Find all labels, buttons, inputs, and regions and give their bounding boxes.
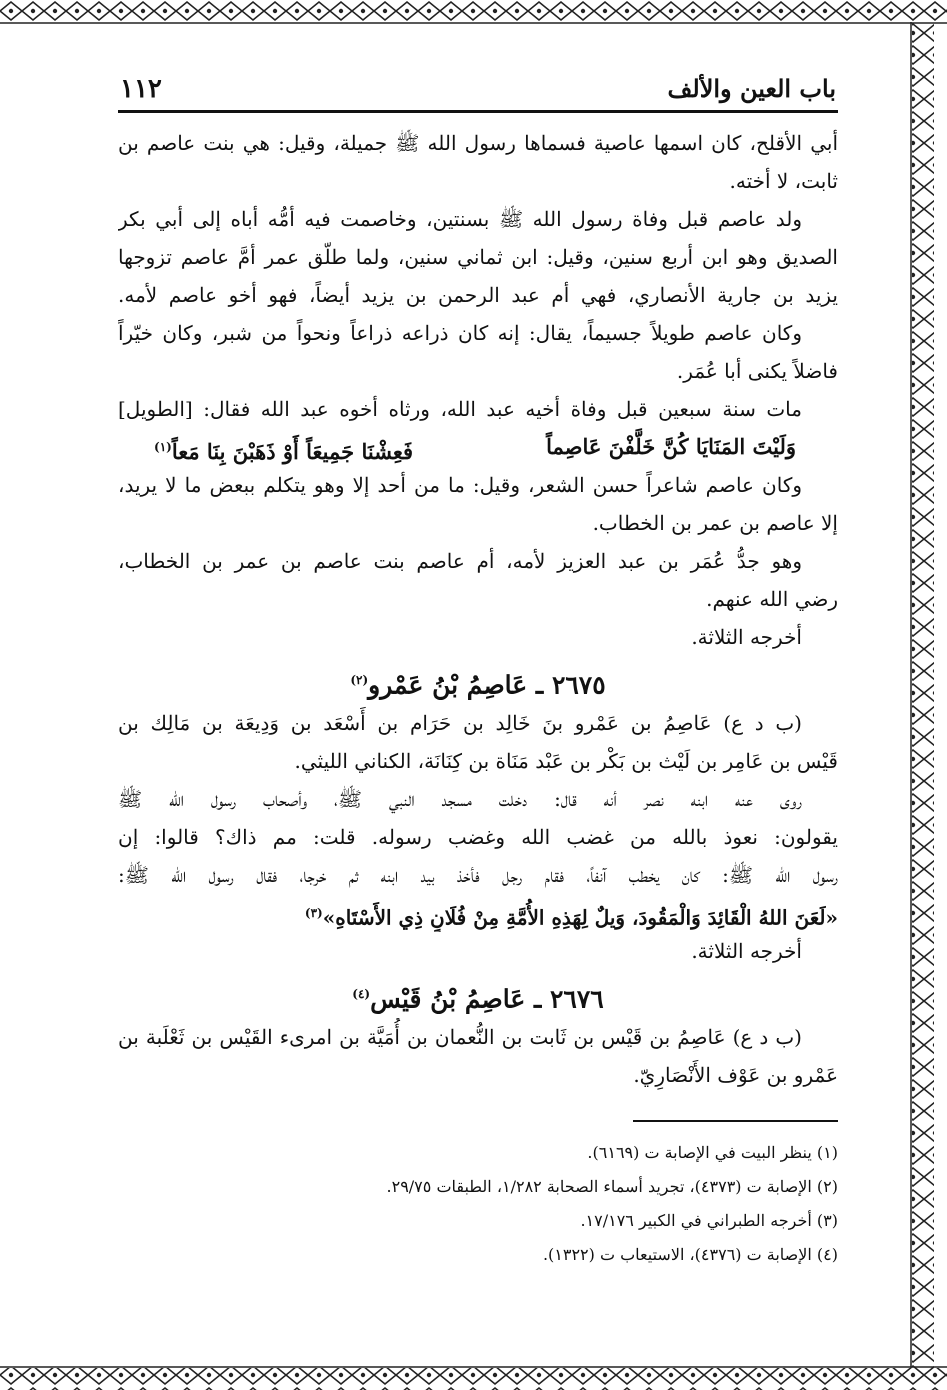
page-body [118, 124, 838, 1272]
text-line: عَمْرو بن عَوْف الأَنْصَارِيّ. [633, 1063, 838, 1087]
page-header [118, 74, 838, 113]
text-line: يزيد بن جارية الأنصاري، فهي أم عبد الرحمن بن يزيد أيضاً، فهو أخو عاصم لأمه. [118, 283, 838, 307]
text-line: رسول الله ﷺ: كان يخطب آنفاً، فقام رجل فأخذ بيد ابنه ثم خرجا، فقال رسول الله ﷺ: [118, 863, 838, 887]
text-line: يقولون: نعوذ بالله من غضب الله وغضب رسوله. قلت: مم ذاك؟ قالوا: إن [118, 825, 838, 849]
text-line: ولد عاصم قبل وفاة رسول الله ﷺ بسنتين، وخاصمت فيه أمُّه أباه إلى أبي بكر [118, 207, 802, 231]
chapter-title: باب العين والألف [667, 74, 836, 103]
footnote: (٢) الإصابة ت (٤٣٧٣)، تجريد أسماء الصحابة ١/٢٨٢، الطبقات ٢٩/٧٥. [386, 1177, 838, 1196]
entry-heading: ٢٦٧٥ ـ عَاصِمُ بْنُ عَمْرو$^{(٢)}$ [350, 670, 606, 700]
text-line: أخرجه الثلاثة. [691, 625, 802, 649]
text-line: إلا عاصم بن عمر بن الخطاب. [592, 511, 838, 535]
hadith-quote: «لَعَنَ اللهُ الْقَائِدَ وَالْمَقُودَ، وَيلٌ لِهَذِهِ الأُمَّةِ مِنْ فُلَانٍ ذِي الأَسْتَاهِ»$^{(٣)}$ [304, 905, 838, 930]
entry-heading: ٢٦٧٦ ـ عَاصِمُ بْنُ قَيْس$^{(٤)}$ [352, 984, 604, 1014]
footnote-ref: (١) [154, 440, 172, 454]
text-line: فاضلاً يكنى أبا عُمَر. [676, 359, 838, 383]
text-line: الصديق وهو ابن أربع سنين، وقيل: ابن ثماني سنين، ولما طلّق عمر أمَّ عاصم تزوجها [118, 245, 838, 269]
footnote: (٣) أخرجه الطبراني في الكبير ١٧/١٧٦. [580, 1211, 838, 1230]
footnote: (١) ينظر البيت في الإصابة ت (٦١٦٩). [587, 1143, 838, 1162]
footnote-ref: (٢) [350, 673, 369, 687]
text-line: رضي الله عنهم. [706, 587, 838, 611]
poem-hemistich-first: وَلَيْتَ المَنَايَا كُنَّ خَلَّفْنَ عَاصِماً [546, 434, 796, 459]
book-page [118, 62, 838, 1322]
poem-hemistich-second: فَعِشْنَا جَمِيعَاً أَوْ ذَهَبْنَ بِنَا مَعاً$^{(١)}$ [154, 439, 414, 464]
text-line: ثابت، لا أخته. [729, 169, 838, 193]
text-line: قَيْس بن عَامِر بن لَيْث بن بَكْر بن عَبْد مَنَاة بن كِنَانَة، الكناني الليثي. [294, 749, 838, 773]
text-line: أخرجه الثلاثة. [691, 939, 802, 963]
footnote-ref: (٣) [304, 906, 323, 920]
footnote-ref: (٤) [352, 987, 371, 1001]
footnote-separator [633, 1120, 838, 1122]
page-number: ١١٢ [120, 74, 162, 104]
footnote: (٤) الإصابة ت (٤٣٧٦)، الاستيعاب ت (١٣٢٢). [542, 1245, 838, 1264]
text-line: وكان عاصم طويلاً جسيماً، يقال: إنه كان ذراعه ذراعاً ونحواً من شبر، وكان خيّراً [118, 321, 802, 345]
poem-verse [118, 428, 838, 466]
text-line: (ب د ع) عَاصِمُ بن عَمْرو بنَ خَالِد بن حَرَام بن أَسْعَد بن وَدِيعَة بن مَالِك بن [118, 711, 802, 735]
text-line: وهو جدُّ عُمَر بن عبد العزيز لأمه، أم عاصم بنت عاصم بن عمر بن الخطاب، [118, 549, 802, 573]
text-line: روى عنه ابنه نصر أنه قال: دخلت مسجد النبي ﷺ، وأصحاب رسول الله ﷺ [118, 787, 802, 811]
text-line: (ب د ع) عَاصِمُ بن قَيْس بن ثَابت بن النُّعمان بن أُمَيَّة بن امرىء القَيْس بن ثَعْلَبة بن [118, 1025, 802, 1049]
text-line: مات سنة سبعين قبل وفاة أخيه عبد الله، ورثاه أخوه عبد الله فقال: [الطويل] [118, 397, 802, 421]
text-line: وكان عاصم شاعراً حسن الشعر، وقيل: ما من أحد إلا وهو يتكلم ببعض ما لا يريد، [118, 473, 802, 497]
text-line: أبي الأقلح، كان اسمها عاصية فسماها رسول الله ﷺ جميلة، وقيل: هي بنت عاصم بن [118, 131, 838, 155]
